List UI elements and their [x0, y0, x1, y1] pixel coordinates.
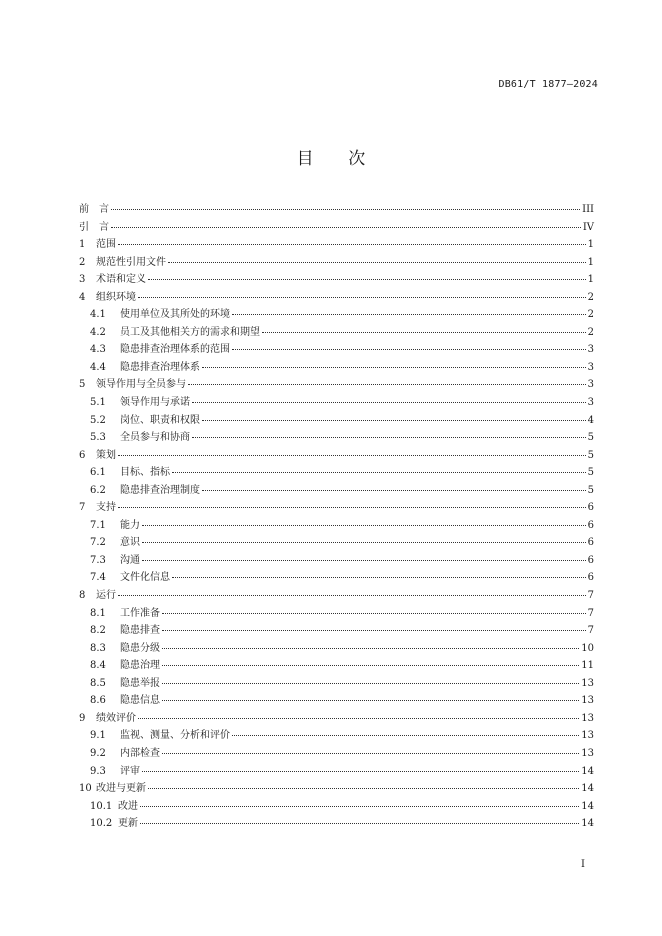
toc-entry-page: 1	[587, 274, 594, 286]
toc-entry[interactable]	[79, 323, 594, 341]
toc-dot-leader	[162, 683, 579, 684]
toc-entry[interactable]	[79, 428, 594, 446]
toc-entry-title: 能力	[120, 519, 140, 531]
toc-entry-number: 8.4	[90, 660, 106, 672]
toc-entry-title: 运行	[96, 590, 116, 602]
toc-dot-leader	[162, 630, 586, 631]
toc-entry-page: 13	[581, 747, 594, 759]
toc-entry-title: 监视、测量、分析和评价	[120, 730, 230, 742]
toc-entry[interactable]	[79, 551, 594, 569]
toc-dot-leader	[232, 314, 586, 315]
toc-dot-leader	[118, 244, 586, 245]
toc-dot-leader	[142, 542, 586, 543]
toc-dot-leader	[168, 262, 586, 263]
toc-entry-title: 使用单位及其所处的环境	[120, 309, 230, 321]
toc-entry-page: 1	[587, 256, 594, 268]
toc-entry-number: 10.1	[90, 800, 113, 812]
toc-entry[interactable]	[79, 621, 594, 639]
toc-entry-page: 14	[581, 818, 594, 830]
toc-entry-page: 13	[581, 677, 594, 689]
toc-entry-page: 14	[581, 800, 594, 812]
toc-entry[interactable]	[79, 516, 594, 534]
toc-dot-leader	[188, 384, 586, 385]
toc-entry-title: 改进与更新	[96, 783, 146, 795]
toc-entry-number: 7.1	[90, 519, 106, 531]
toc-entry[interactable]	[79, 709, 594, 727]
toc-entry-number: 1	[79, 239, 86, 251]
toc-entry-title: 隐患排查治理体系的范围	[120, 344, 230, 356]
toc-entry-number: 6	[79, 449, 86, 461]
toc-dot-leader	[172, 577, 586, 578]
toc-entry-number: 8.5	[90, 677, 106, 689]
toc-entry-page: 13	[581, 695, 594, 707]
toc-entry[interactable]	[79, 253, 594, 271]
toc-entry[interactable]	[79, 288, 594, 306]
toc-entry-page: 2	[587, 291, 594, 303]
toc-entry[interactable]	[79, 498, 594, 516]
toc-entry-page: 6	[587, 554, 594, 566]
toc-dot-leader	[162, 613, 586, 614]
document-code: DB61/T 1877—2024	[498, 79, 598, 90]
toc-entry[interactable]	[79, 586, 594, 604]
toc-dot-leader	[111, 209, 580, 210]
toc-entry-title: 工作准备	[120, 607, 160, 619]
toc-entry[interactable]	[79, 568, 594, 586]
page-title: 目 次	[296, 149, 366, 169]
toc-entry[interactable]	[79, 762, 594, 780]
toc-entry-page: 4	[587, 414, 594, 426]
toc-entry-title: 意识	[120, 537, 140, 549]
toc-dot-leader	[162, 700, 579, 701]
toc-dot-leader	[140, 823, 579, 824]
toc-entry-page: 2	[587, 326, 594, 338]
toc-entry[interactable]	[79, 446, 594, 464]
toc-entry-page: 6	[587, 502, 594, 514]
toc-entry[interactable]	[79, 235, 594, 253]
toc-entry[interactable]	[79, 358, 594, 376]
toc-entry[interactable]	[79, 726, 594, 744]
toc-dot-leader	[232, 735, 579, 736]
toc-entry-page: IV	[582, 221, 594, 233]
table-of-contents	[79, 200, 594, 832]
toc-entry-title: 内部检查	[120, 747, 160, 759]
toc-entry-number: 4.3	[90, 344, 106, 356]
toc-entry-title: 规范性引用文件	[96, 256, 166, 268]
toc-entry-number: 2	[79, 256, 86, 268]
toc-entry[interactable]	[79, 218, 594, 236]
toc-entry-number: 7.4	[90, 572, 106, 584]
toc-entry-number: 6.2	[90, 484, 106, 496]
toc-dot-leader	[138, 718, 579, 719]
toc-entry-title: 岗位、职责和权限	[120, 414, 200, 426]
toc-entry-page: 14	[581, 765, 594, 777]
toc-entry-page: 14	[581, 783, 594, 795]
toc-entry[interactable]	[79, 674, 594, 692]
toc-entry-title: 员工及其他相关方的需求和期望	[120, 326, 260, 338]
toc-entry-number: 9.1	[90, 730, 106, 742]
toc-entry-title: 更新	[118, 818, 138, 830]
toc-entry-number: 4.4	[90, 361, 106, 373]
toc-entry-title: 隐患排查治理制度	[120, 484, 200, 496]
toc-dot-leader	[192, 402, 586, 403]
toc-dot-leader	[232, 349, 586, 350]
toc-entry[interactable]	[79, 744, 594, 762]
toc-entry-title: 领导作用与承诺	[120, 397, 190, 409]
toc-dot-leader	[118, 595, 586, 596]
toc-entry[interactable]	[79, 340, 594, 358]
toc-dot-leader	[148, 279, 586, 280]
toc-entry-number: 4	[79, 291, 86, 303]
toc-entry-title: 术语和定义	[96, 274, 146, 286]
toc-entry-page: 6	[587, 572, 594, 584]
toc-entry-title: 目标、指标	[120, 467, 170, 479]
toc-entry-page: 5	[587, 449, 594, 461]
toc-entry-title: 引 言	[79, 221, 109, 233]
toc-entry[interactable]	[79, 797, 594, 815]
toc-entry[interactable]	[79, 200, 594, 218]
toc-entry-page: 3	[587, 361, 594, 373]
toc-dot-leader	[138, 297, 586, 298]
toc-entry-page: 7	[587, 625, 594, 637]
toc-entry-title: 领导作用与全员参与	[96, 379, 186, 391]
toc-entry-page: 5	[587, 432, 594, 444]
toc-entry-number: 5.2	[90, 414, 106, 426]
toc-entry-number: 4.2	[90, 326, 106, 338]
toc-entry-number: 8.1	[90, 607, 106, 619]
toc-dot-leader	[172, 472, 586, 473]
toc-dot-leader	[162, 753, 579, 754]
toc-entry-page: III	[582, 204, 594, 215]
toc-dot-leader	[111, 227, 581, 228]
toc-entry-title: 范围	[96, 239, 116, 251]
toc-entry-number: 8.2	[90, 625, 106, 637]
toc-dot-leader	[162, 648, 579, 649]
toc-dot-leader	[140, 806, 579, 807]
toc-dot-leader	[142, 771, 579, 772]
toc-entry[interactable]	[79, 305, 594, 323]
toc-entry[interactable]	[79, 393, 594, 411]
toc-entry[interactable]	[79, 779, 594, 797]
toc-entry-number: 10	[79, 783, 92, 795]
toc-entry-title: 前 言	[79, 204, 109, 215]
toc-entry-number: 8.6	[90, 695, 106, 707]
toc-entry-number: 7	[79, 502, 86, 514]
toc-entry-page: 13	[581, 712, 594, 724]
toc-entry-title: 隐患分级	[120, 642, 160, 654]
toc-entry-number: 7.2	[90, 537, 106, 549]
toc-entry-title: 沟通	[120, 554, 140, 566]
toc-entry-page: 10	[581, 642, 594, 654]
toc-entry-number: 8.3	[90, 642, 106, 654]
toc-dot-leader	[202, 490, 586, 491]
toc-dot-leader	[192, 437, 586, 438]
page-number: I	[581, 859, 585, 870]
toc-entry-title: 文件化信息	[120, 572, 170, 584]
toc-entry-title: 改进	[118, 800, 138, 812]
toc-entry-page: 11	[581, 660, 594, 672]
toc-entry-page: 3	[587, 379, 594, 391]
toc-dot-leader	[202, 420, 586, 421]
toc-entry-title: 隐患治理	[120, 660, 160, 672]
toc-dot-leader	[162, 665, 579, 666]
toc-dot-leader	[142, 525, 586, 526]
toc-entry-title: 隐患排查治理体系	[120, 361, 200, 373]
toc-entry[interactable]	[79, 814, 594, 832]
toc-entry[interactable]	[79, 604, 594, 622]
toc-entry-number: 5	[79, 379, 86, 391]
toc-entry-page: 3	[587, 344, 594, 356]
toc-entry-page: 6	[587, 537, 594, 549]
toc-entry-number: 5.3	[90, 432, 106, 444]
toc-entry-page: 7	[587, 607, 594, 619]
toc-dot-leader	[142, 560, 586, 561]
toc-entry-title: 支持	[96, 502, 116, 514]
toc-entry[interactable]	[79, 691, 594, 709]
toc-entry-number: 6.1	[90, 467, 106, 479]
toc-entry-title: 评审	[120, 765, 140, 777]
toc-entry-page: 6	[587, 519, 594, 531]
toc-entry-number: 8	[79, 590, 86, 602]
toc-entry-number: 4.1	[90, 309, 106, 321]
toc-entry-title: 隐患排查	[120, 625, 160, 637]
toc-dot-leader	[118, 507, 586, 508]
toc-entry[interactable]	[79, 656, 594, 674]
toc-entry-title: 隐患信息	[120, 695, 160, 707]
toc-entry[interactable]	[79, 411, 594, 429]
toc-dot-leader	[202, 367, 586, 368]
toc-entry-number: 9.2	[90, 747, 106, 759]
toc-dot-leader	[118, 455, 586, 456]
toc-entry-number: 9	[79, 712, 86, 724]
toc-entry-title: 全员参与和协商	[120, 432, 190, 444]
toc-entry-page: 3	[587, 397, 594, 409]
toc-dot-leader	[262, 332, 586, 333]
toc-entry[interactable]	[79, 375, 594, 393]
toc-entry-title: 绩效评价	[96, 712, 136, 724]
toc-entry-page: 13	[581, 730, 594, 742]
toc-entry-title: 隐患举报	[120, 677, 160, 689]
toc-entry-title: 策划	[96, 449, 116, 461]
toc-entry-page: 1	[587, 239, 594, 251]
toc-entry-number: 9.3	[90, 765, 106, 777]
toc-entry-number: 3	[79, 274, 86, 286]
toc-entry-page: 5	[587, 484, 594, 496]
toc-entry[interactable]	[79, 481, 594, 499]
toc-entry-page: 7	[587, 590, 594, 602]
toc-entry-title: 组织环境	[96, 291, 136, 303]
toc-entry[interactable]	[79, 463, 594, 481]
toc-entry[interactable]	[79, 533, 594, 551]
toc-dot-leader	[148, 788, 579, 789]
toc-entry[interactable]	[79, 270, 594, 288]
toc-entry-page: 5	[587, 467, 594, 479]
toc-entry-page: 2	[587, 309, 594, 321]
toc-entry-number: 7.3	[90, 554, 106, 566]
toc-entry-number: 10.2	[90, 818, 113, 830]
toc-entry-number: 5.1	[90, 397, 106, 409]
toc-entry[interactable]	[79, 639, 594, 657]
